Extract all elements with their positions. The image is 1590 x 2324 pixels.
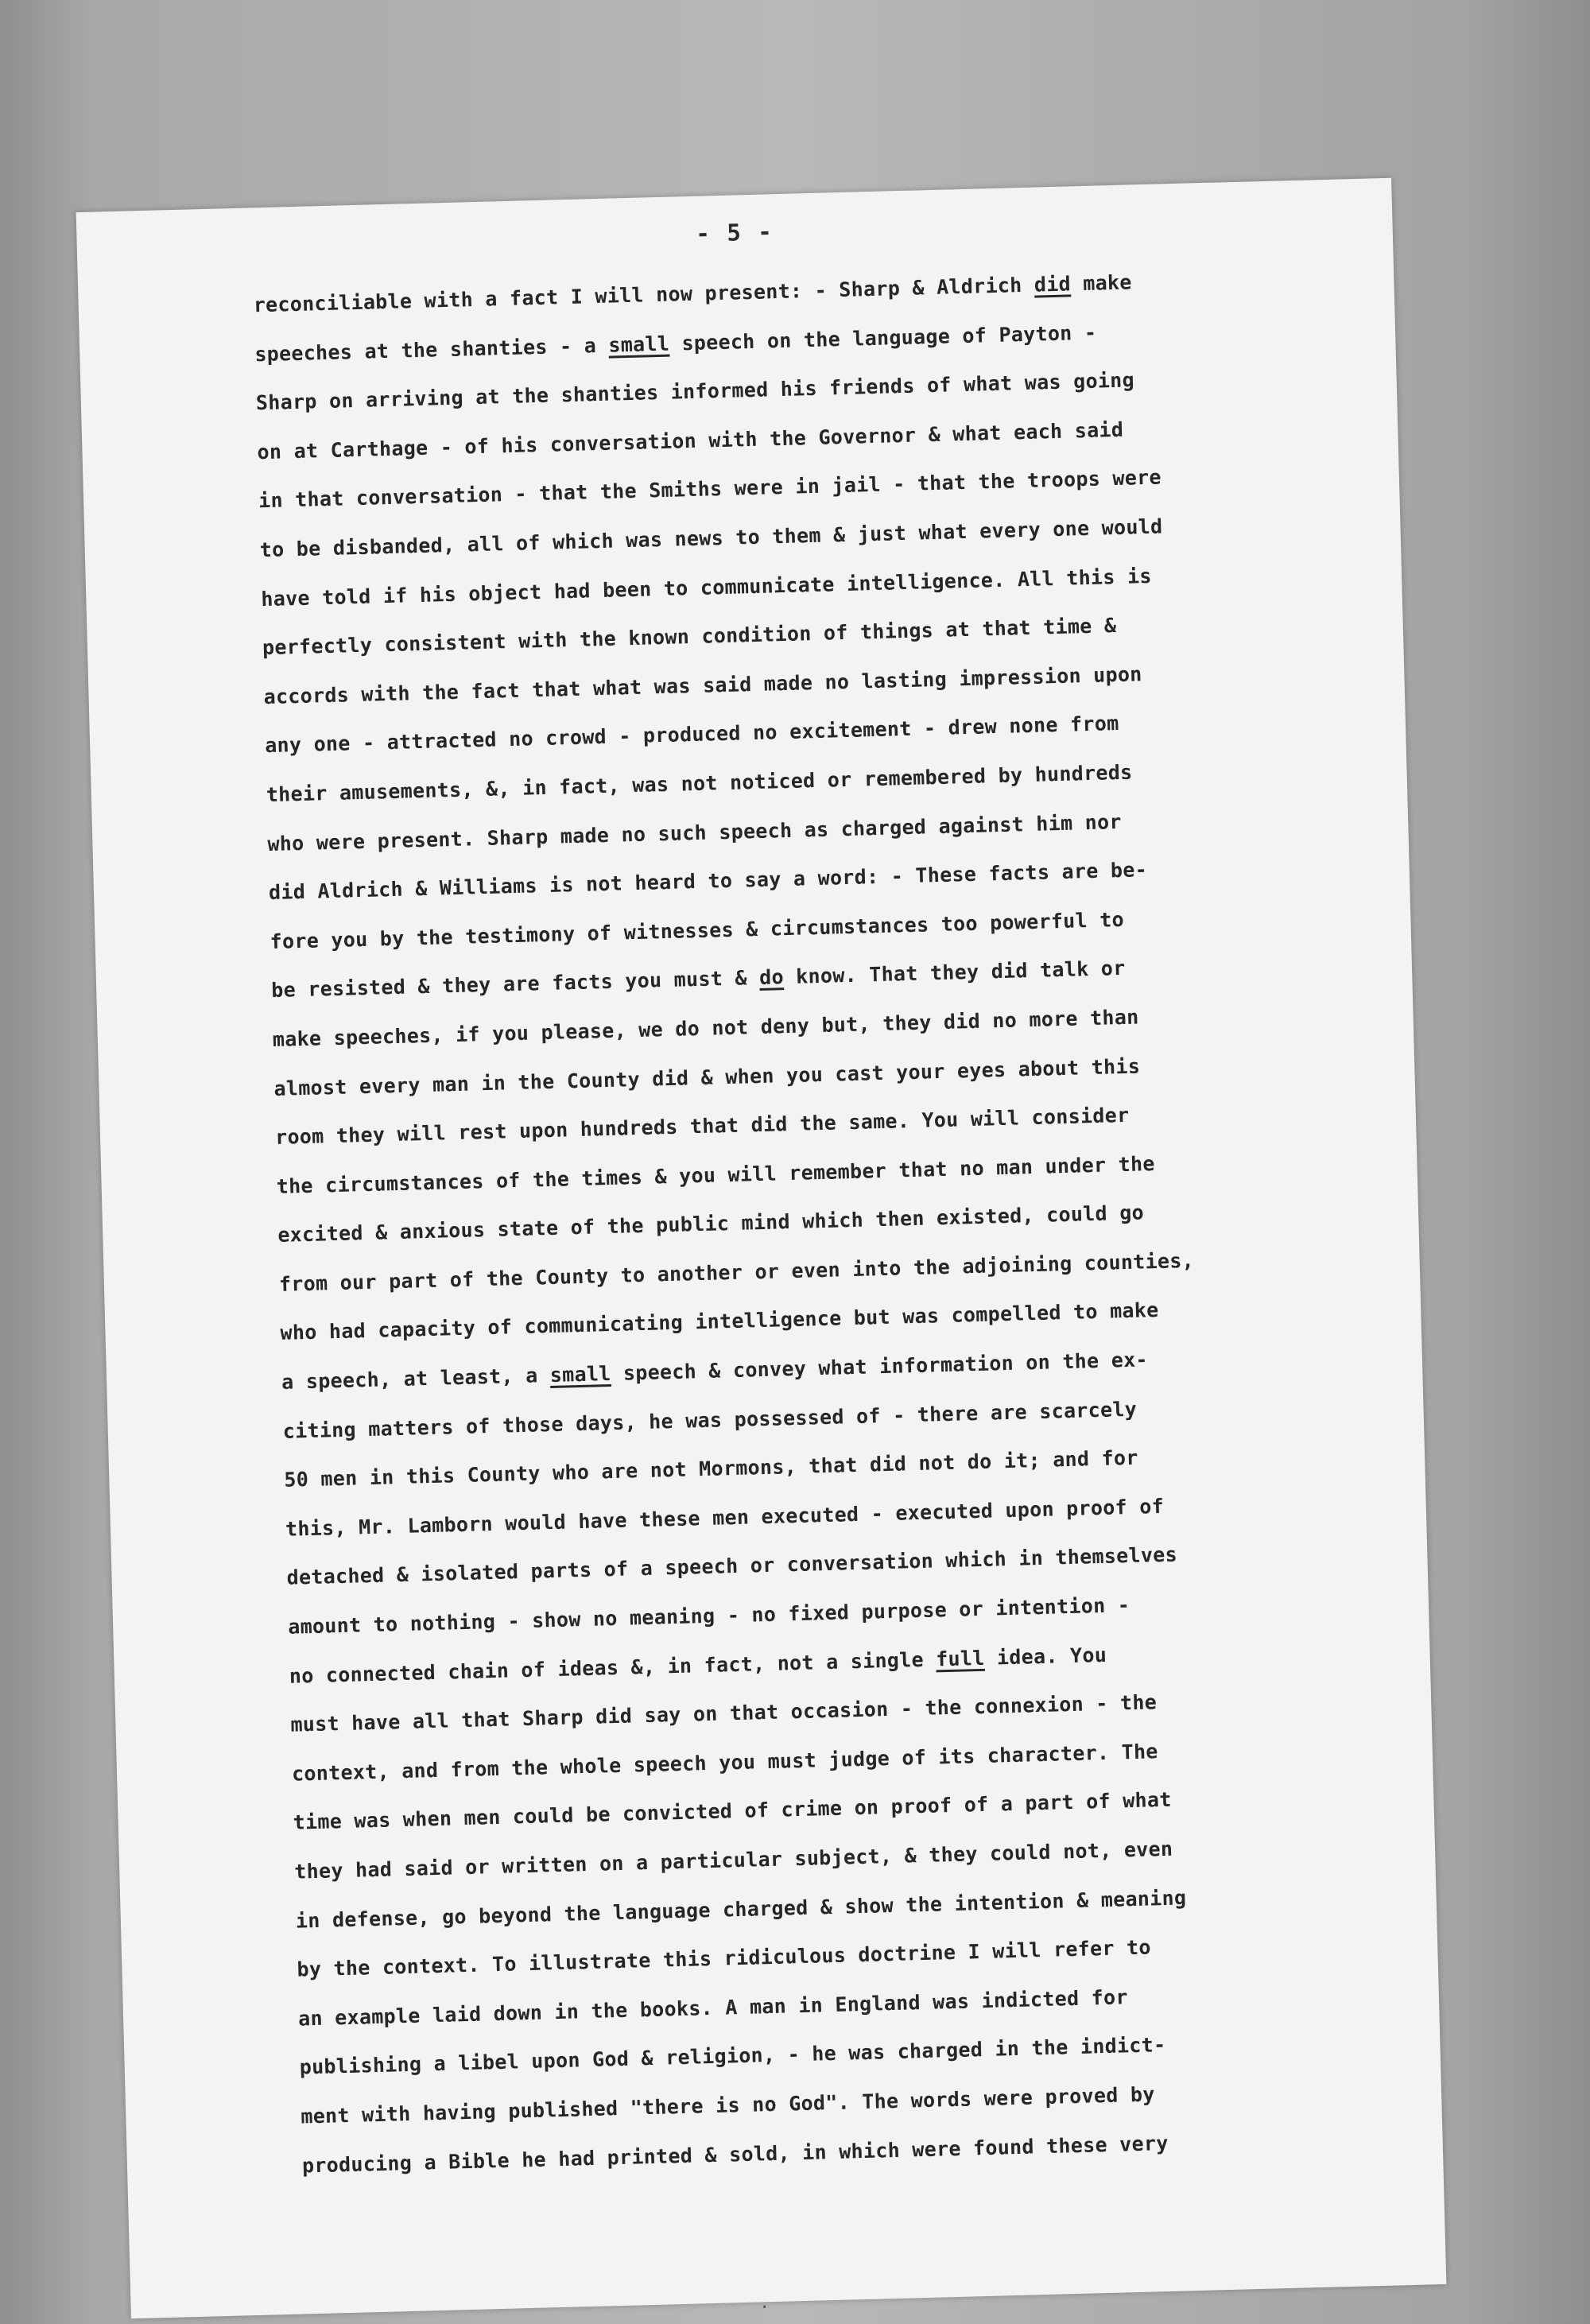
scan-artifact-mark: · xyxy=(759,2298,770,2318)
text-segment: on at Carthage - of his conversation with the Governor & what each said xyxy=(257,417,1124,464)
text-segment: their amusements, &, in fact, was not noticed or remembered by hundreds xyxy=(266,760,1133,807)
text-segment: the circumstances of the times & you will remember that no man under the xyxy=(276,1151,1156,1198)
text-segment: a speech, at least, a xyxy=(281,1364,551,1394)
text-segment: to be disbanded, all of which was news to them & just what every one would xyxy=(259,514,1163,562)
underlined-word: full xyxy=(935,1646,985,1671)
text-segment: speeches at the shanties - a xyxy=(254,333,609,366)
text-segment: citing matters of those days, he was possessed of - there are scarcely xyxy=(282,1397,1138,1443)
underlined-word: do xyxy=(758,965,785,990)
text-segment: they had said or written on a particular subject, & they could not, even xyxy=(293,1837,1173,1884)
text-segment: did Aldrich & Williams is not heard to say a word: - These facts are be- xyxy=(268,858,1148,905)
text-segment: no connected chain of ideas &, in fact, not a single xyxy=(289,1647,937,1688)
text-segment: fore you by the testimony of witnesses & circumstances too powerful to xyxy=(270,907,1125,953)
underlined-word: small xyxy=(549,1362,611,1387)
text-segment: perfectly consistent with the known condition of things at that time & xyxy=(262,614,1117,660)
text-segment: who were present. Sharp made no such speech as charged against him nor xyxy=(267,809,1123,855)
text-segment: in that conversation - that the Smiths were in jail - that the troops were xyxy=(258,465,1162,513)
text-segment: make xyxy=(1070,270,1133,296)
text-segment: detached & isolated parts of a speech or conversation which in themselves xyxy=(286,1542,1178,1590)
text-segment: context, and from the whole speech you must judge of its character. The xyxy=(291,1739,1159,1786)
document-page xyxy=(76,178,1447,2318)
text-segment: room they will rest upon hundreds that did the same. You will consider xyxy=(274,1103,1130,1150)
text-segment: Sharp on arriving at the shanties informed his friends of what was going xyxy=(255,368,1135,415)
text-segment: be resisted & they are facts you must & xyxy=(270,966,760,1003)
text-segment: almost every man in the County did & when you cast your eyes about this xyxy=(273,1053,1141,1100)
text-segment: speech & convey what information on the ex- xyxy=(611,1348,1149,1386)
text-segment: an example laid down in the books. A man in England was indicted for xyxy=(297,1985,1129,2031)
text-segment: have told if his object had been to communicate intelligence. All this is xyxy=(261,564,1153,611)
text-segment: idea. You xyxy=(984,1643,1107,1670)
text-segment: ment with having published "there is no God". The words were proved by xyxy=(301,2082,1155,2128)
text-segment: any one - attracted no crowd - produced no excitement - drew none from xyxy=(264,712,1119,758)
text-segment: publishing a libel upon God & religion, - he was charged in the indict- xyxy=(299,2033,1166,2079)
page-number: - 5 - xyxy=(695,218,774,247)
text-segment: reconciliable with a fact I will now present: - Sharp & Aldrich xyxy=(253,273,1035,317)
text-segment: excited & anxious state of the public mind which then existed, could go xyxy=(277,1201,1145,1247)
underlined-word: small xyxy=(607,332,670,357)
text-segment: in defense, go beyond the language charged & show the intention & meaning xyxy=(295,1885,1187,1933)
text-segment: by the context. To illustrate this ridiculous doctrine I will refer to xyxy=(297,1935,1152,1981)
underlined-word: did xyxy=(1034,272,1072,297)
text-segment: accords with the fact that what was said made no lasting impression upon xyxy=(263,662,1142,708)
text-segment: speech on the language of Payton - xyxy=(669,320,1097,355)
text-segment: know. That they did talk or xyxy=(783,956,1126,989)
text-segment: must have all that Sharp did say on that occasion - the connexion - the xyxy=(290,1690,1158,1736)
text-segment: make speeches, if you please, we do not deny but, they did no more than xyxy=(272,1005,1139,1051)
text-segment: time was when men could be convicted of crime on proof of a part of what xyxy=(293,1788,1173,1835)
text-segment: amount to nothing - show no meaning - no fixed purpose or intention - xyxy=(287,1593,1130,1639)
text-segment: who had capacity of communicating intelligence but was compelled to make xyxy=(280,1298,1159,1345)
text-segment: producing a Bible he had printed & sold, in which were found these very xyxy=(301,2131,1169,2178)
body-text xyxy=(253,253,1367,2190)
text-segment: 50 men in this County who are not Mormons, that did not do it; and for xyxy=(284,1445,1139,1492)
text-segment: from our part of the County to another or even into the adjoining counties, xyxy=(278,1248,1195,1296)
text-segment: this, Mr. Lamborn would have these men executed - executed upon proof of xyxy=(285,1494,1165,1541)
